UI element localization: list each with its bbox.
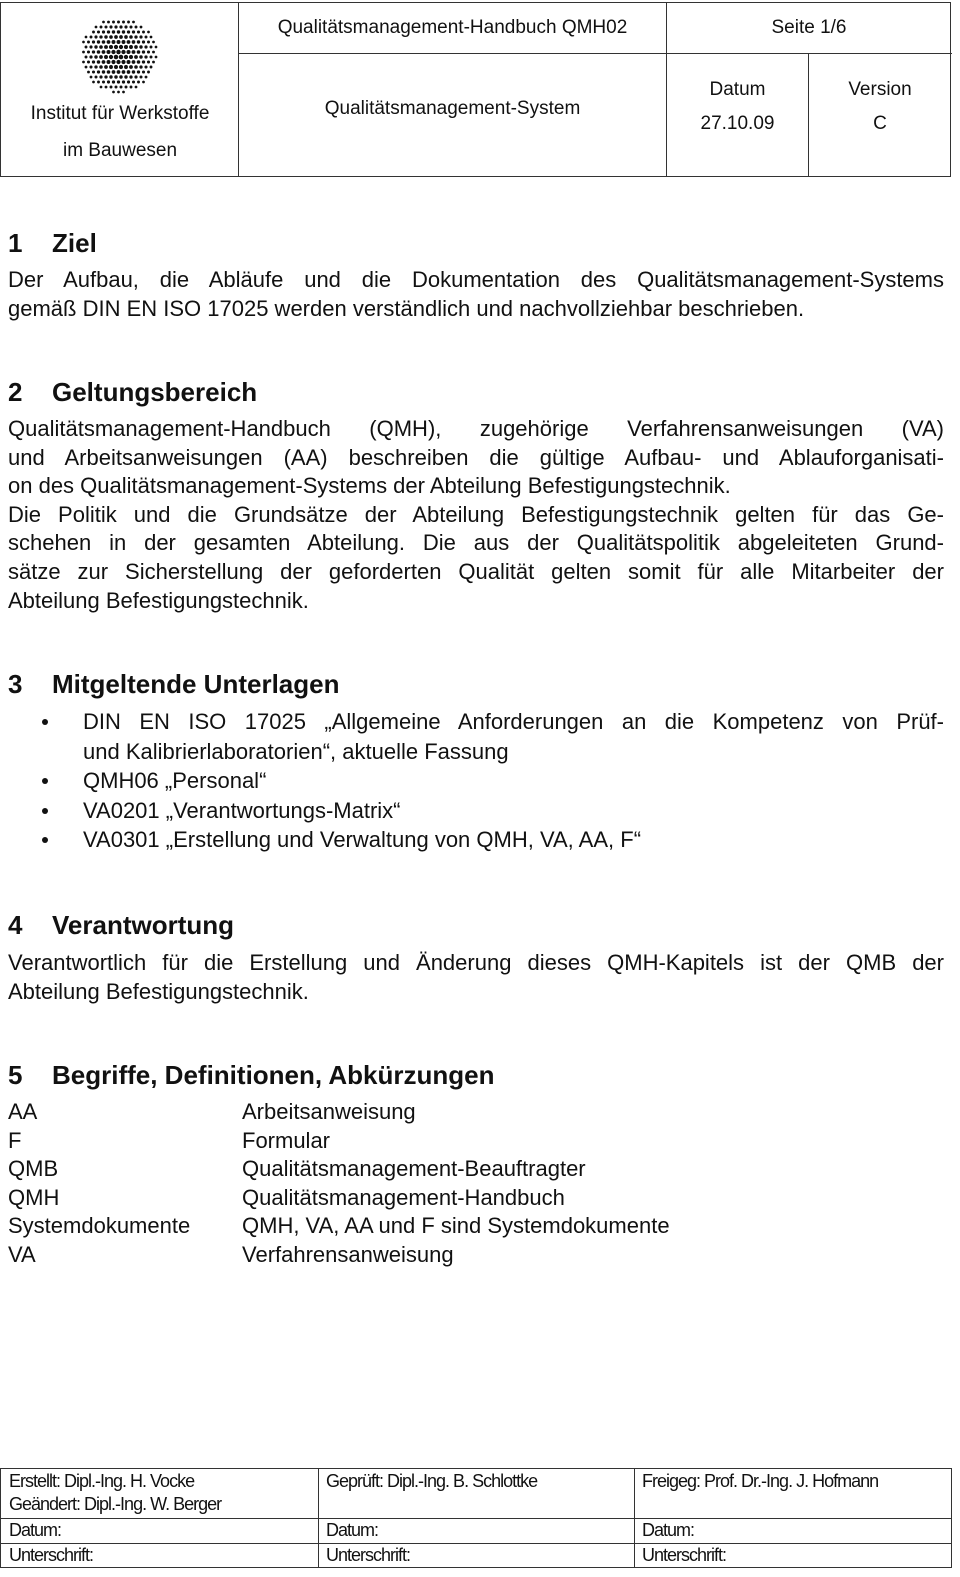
logo-dot [117, 91, 120, 94]
date-field-checked: Datum: [326, 1520, 379, 1540]
handbook-title: Qualitätsmanagement-Handbuch QMH02 [238, 3, 666, 53]
logo-dot [152, 51, 155, 54]
logo-dot [142, 60, 145, 63]
logo-dot [107, 70, 111, 74]
logo-dot [155, 56, 158, 59]
logo-dot [111, 60, 115, 64]
logo-dot [92, 60, 95, 63]
item-line: DIN EN ISO 17025 „Allgemeine Anforderungen an die Kompetenz von Prüf- [83, 709, 944, 734]
text-line: Die Politik und die Grundsätze der Abteilung Befestigungstechnik gelten für das Ge- [8, 501, 944, 527]
logo-dot [140, 26, 143, 29]
logo-dot [99, 75, 102, 78]
logo-dot [97, 30, 100, 33]
logo-dot [85, 46, 88, 49]
logo-dot [124, 65, 128, 69]
reference-list [40, 707, 944, 855]
logo-dot [120, 86, 123, 89]
list-item [40, 707, 944, 766]
logo-dot [92, 50, 95, 53]
logo-dot [87, 50, 90, 53]
logo-dot [117, 21, 120, 24]
logo-dot [116, 50, 120, 54]
logo-dot [112, 40, 116, 44]
logo-dot [144, 45, 147, 48]
logo-dot [119, 35, 123, 39]
date-field-released: Datum: [642, 1520, 695, 1540]
logo-dot [85, 56, 88, 59]
logo-dot [137, 60, 141, 64]
logo-dot [129, 35, 133, 39]
logo-dot [102, 50, 106, 54]
logo-dot [102, 21, 105, 24]
logo-dot [92, 81, 95, 84]
date-label: Datum [709, 79, 766, 100]
logo-dot [134, 55, 138, 59]
bullet-icon [42, 719, 48, 725]
logo-dot [150, 56, 153, 59]
logo-dot [110, 86, 113, 89]
logo-dot [147, 31, 150, 34]
logo-dot [122, 70, 126, 74]
logo-dot [121, 60, 125, 64]
logo-dot [117, 40, 121, 44]
logo-dot [132, 60, 136, 64]
logo-dot [109, 55, 113, 59]
university-logo [79, 15, 159, 95]
logo-dot [100, 26, 103, 29]
logo-dot [135, 86, 138, 89]
logo-dot [130, 86, 133, 89]
text-line: schehen in der gesamten Abteilung. Die aus der Qualitätspolitik abgeleiteten Grund- [8, 530, 944, 556]
logo-dot [114, 75, 117, 78]
logo-dot [127, 30, 130, 33]
definition: Formular [242, 1127, 331, 1153]
logo-dot [92, 31, 95, 34]
logo-dot [142, 40, 145, 43]
definition: Arbeitsanweisung [242, 1099, 416, 1124]
logo-dot [132, 21, 135, 24]
text-line: Der Aufbau, die Abläufe und die Dokumentation des Qualitätsmanagement-Systems [8, 267, 944, 292]
created-cell [1, 1470, 221, 1516]
section-2-text [8, 415, 944, 615]
logo-dot [89, 55, 92, 58]
signature-field-created: Unterschrift: [9, 1545, 94, 1565]
section-title: Verantwortung [52, 910, 235, 940]
logo-dot [121, 50, 125, 54]
logo-dot [119, 65, 123, 69]
logo-dot [89, 45, 92, 48]
logo-dot [104, 75, 107, 78]
logo-dot [104, 55, 108, 59]
logo-dot [90, 76, 93, 79]
item-line: und Kalibrierlaboratorien“, aktuelle Fassung [83, 738, 509, 764]
logo-dot [150, 66, 153, 69]
logo-dot [94, 45, 97, 48]
logo-dot [122, 80, 125, 83]
logo-dot [134, 45, 138, 49]
definition: Qualitätsmanagement-Beauftragter [242, 1156, 586, 1182]
term: VA [8, 1241, 36, 1267]
logo-dot [142, 31, 145, 34]
date-value: 27.10.09 [700, 113, 775, 134]
logo-dot [82, 41, 85, 44]
logo-dot [107, 21, 110, 24]
logo-dot [147, 41, 150, 44]
released-by: Freigeg: Prof. Dr.-Ing. J. Hofmann [642, 1471, 879, 1491]
definition: Verfahrensanweisung [242, 1241, 454, 1267]
logo-dot [112, 30, 115, 33]
logo-dot [150, 46, 153, 49]
institute-name-line2: im Bauwesen [62, 140, 178, 161]
logo-dot [117, 80, 120, 83]
logo-dot [129, 55, 133, 59]
logo-dot [119, 55, 123, 59]
section-title: Geltungsbereich [52, 377, 258, 407]
logo-dot [152, 41, 155, 44]
definition-row [8, 1184, 670, 1213]
section-heading-2 [8, 377, 257, 408]
logo-dot [97, 81, 100, 84]
section-1-text [8, 266, 944, 323]
version-value: C [873, 113, 887, 134]
logo-dot [114, 35, 118, 39]
text-line: Abteilung Befestigungstechnik. [8, 978, 309, 1004]
approval-footer [0, 1468, 952, 1568]
text-line: on des Qualitätsmanagement-Systems der Abteilung Befestigungstechnik. [8, 473, 731, 499]
bullet-icon [42, 778, 48, 784]
logo-dot [87, 71, 90, 74]
term: AA [8, 1099, 38, 1124]
logo-dot [99, 45, 103, 49]
definition: QMH, VA, AA und F sind Systemdokumente [242, 1213, 670, 1239]
logo-dot [99, 35, 102, 38]
text-line: Verantwortlich für die Erstellung und Änderung dieses QMH-Kapitels ist der QMB der [8, 950, 944, 975]
text-line: Qualitätsmanagement-Handbuch (QMH), zugehörige Verfahrensanweisungen (VA) [8, 416, 944, 441]
logo-dot [92, 40, 95, 43]
list-item [40, 766, 944, 796]
term: QMB [8, 1156, 59, 1182]
logo-dot [155, 46, 158, 49]
logo-dot [134, 35, 137, 38]
logo-dot [112, 80, 115, 83]
definitions-list [8, 1098, 670, 1270]
logo-dot [139, 55, 142, 58]
logo-dot [102, 80, 105, 83]
logo-dot [132, 40, 136, 44]
logo-dot [125, 86, 128, 89]
logo-dot [87, 41, 90, 44]
page-number: Seite 1/6 [666, 3, 951, 53]
logo-dot [142, 50, 145, 53]
definition-row [8, 1155, 670, 1184]
logo-dot [85, 36, 88, 39]
logo-dot [107, 40, 111, 44]
version-cell [808, 53, 951, 177]
definition-row [8, 1212, 670, 1241]
logo-dot [97, 70, 100, 73]
term: QMH [8, 1184, 60, 1210]
logo-dot [102, 60, 106, 64]
definition: Qualitätsmanagement-Handbuch [242, 1184, 565, 1210]
logo-dot [119, 75, 122, 78]
logo-dot [114, 55, 118, 59]
logo-dot [122, 40, 126, 44]
logo-dot [145, 76, 148, 79]
logo-dot [105, 86, 108, 89]
section-number: 3 [8, 669, 23, 699]
logo-dot [94, 35, 97, 38]
logo-dot [124, 25, 127, 28]
logo-dot [139, 75, 142, 78]
logo-dot [147, 60, 150, 63]
logo-dot [132, 70, 135, 73]
logo-dot [85, 66, 88, 69]
logo-dot [87, 60, 90, 63]
section-number: 2 [8, 377, 23, 407]
logo-dot [109, 75, 112, 78]
logo-dot [82, 51, 85, 54]
logo-dot [124, 35, 128, 39]
logo-dot [97, 40, 100, 43]
logo-dot [132, 80, 135, 83]
section-heading-3 [8, 669, 339, 700]
item-line: VA0201 „Verantwortungs-Matrix“ [83, 797, 401, 823]
section-number: 5 [8, 1060, 23, 1090]
logo-dot [109, 45, 113, 49]
logo-dot [112, 70, 116, 74]
logo-dot [150, 36, 153, 39]
logo-dot [137, 70, 140, 73]
logo-dot [109, 25, 112, 28]
logo-dot [111, 50, 115, 54]
logo-dot [127, 70, 131, 74]
logo-dot [124, 55, 128, 59]
section-number: 4 [8, 910, 23, 940]
logo-dot [114, 65, 118, 69]
logo-dot [132, 30, 135, 33]
logo-dot [92, 70, 95, 73]
logo-dot [127, 40, 131, 44]
logo-dot [94, 65, 97, 68]
logo-dot [114, 45, 118, 49]
logo-dot [137, 81, 140, 84]
logo-dot [104, 65, 108, 69]
logo-dot [100, 86, 103, 89]
logo-dot [107, 30, 110, 33]
logo-dot [126, 50, 130, 54]
logo-dot [122, 30, 125, 33]
section-title: Ziel [52, 228, 97, 258]
logo-dot [109, 65, 113, 69]
logo-dot [106, 50, 110, 54]
logo-dot [129, 65, 133, 69]
section-heading-5 [8, 1060, 494, 1091]
text-line: Abteilung Befestigungstechnik. [8, 587, 309, 613]
logo-dot [135, 26, 138, 29]
logo-dot [109, 35, 113, 39]
text-line: und Arbeitsanweisungen (AA) beschreiben die gültige Aufbau- und Ablauforganisati- [8, 444, 944, 470]
bullet-icon [42, 837, 48, 843]
logo-dot [127, 21, 130, 24]
logo-dot [116, 60, 120, 64]
logo-dot [142, 81, 145, 84]
term: F [8, 1127, 22, 1153]
subject-title: Qualitätsmanagement-System [238, 53, 666, 177]
section-title: Mitgeltende Unterlagen [52, 669, 340, 699]
logo-dot [107, 60, 111, 64]
bullet-icon [42, 808, 48, 814]
logo-dot [124, 75, 127, 78]
definition-row [8, 1241, 670, 1270]
logo-dot [82, 61, 85, 64]
text-line: gemäß DIN EN ISO 17025 werden verständlich und nachvollziehbar beschrieben. [8, 295, 805, 321]
logo-dot [99, 65, 103, 69]
institute-name-line1: Institut für Werkstoffe [30, 103, 210, 124]
logo-dot [102, 40, 106, 44]
logo-dot [122, 21, 125, 24]
logo-dot [102, 30, 105, 33]
logo-dot [127, 80, 130, 83]
logo-dot [139, 35, 142, 38]
changed-by: Geändert: Dipl.-Ing. W. Berger [9, 1494, 222, 1514]
created-by: Erstellt: Dipl.-Ing. H. Vocke [9, 1471, 195, 1491]
item-line: QMH06 „Personal“ [83, 768, 267, 793]
logo-dot [126, 60, 130, 64]
logo-dot [89, 65, 92, 68]
logo-dot [137, 30, 140, 33]
date-cell [666, 53, 808, 177]
signature-field-released: Unterschrift: [642, 1545, 727, 1565]
item-line: VA0301 „Erstellung und Verwaltung von QMH, VA, AA, F“ [83, 827, 642, 852]
logo-dot [97, 60, 101, 64]
definition-row [8, 1127, 670, 1156]
logo-dot [145, 36, 148, 39]
logo-dot [112, 21, 115, 24]
logo-dot [99, 55, 103, 59]
version-label: Version [848, 79, 912, 100]
logo-dot [142, 70, 145, 73]
logo-dot [144, 65, 147, 68]
logo-dot [134, 65, 138, 69]
logo-dot [117, 30, 120, 33]
logo-dot [107, 80, 110, 83]
logo-dot [139, 45, 142, 48]
section-heading-4 [8, 910, 234, 941]
section-4-text [8, 949, 944, 1006]
logo-dot [137, 40, 140, 43]
logo-dot [147, 50, 150, 53]
logo-dot [95, 26, 98, 29]
logo-dot [132, 50, 136, 54]
section-heading-1 [8, 228, 97, 259]
logo-dot [104, 35, 107, 38]
logo-dot [139, 65, 142, 68]
signature-field-checked: Unterschrift: [326, 1545, 411, 1565]
logo-dot [147, 71, 150, 74]
logo-dot [117, 70, 121, 74]
logo-dot [122, 91, 125, 94]
text-line: sätze zur Sicherstellung der geforderten Qualität gelten somit für alle Mitarbeiter der [8, 558, 944, 584]
logo-dot [119, 45, 123, 49]
section-number: 1 [8, 228, 23, 258]
logo-dot [97, 50, 101, 54]
logo-dot [90, 36, 93, 39]
checked-by: Geprüft: Dipl.-Ing. B. Schlottke [326, 1471, 538, 1491]
list-item [40, 825, 944, 855]
logo-dot [119, 25, 122, 28]
logo-dot [114, 25, 117, 28]
logo-dot [129, 45, 133, 49]
logo-dot [144, 55, 147, 58]
definition-row [8, 1098, 670, 1127]
logo-dot [134, 75, 137, 78]
logo-dot [104, 25, 107, 28]
logo-dot [94, 55, 97, 58]
logo-dot [129, 25, 132, 28]
logo-dot [137, 50, 141, 54]
logo-dot [129, 75, 132, 78]
list-item [40, 796, 944, 826]
logo-dot [104, 45, 108, 49]
logo-dot [112, 91, 115, 94]
logo-dot [152, 61, 155, 64]
logo-dot [115, 86, 118, 89]
document-header [0, 2, 951, 177]
date-field-created: Datum: [9, 1520, 62, 1540]
logo-dot [124, 45, 128, 49]
section-title: Begriffe, Definitionen, Abkürzungen [52, 1060, 495, 1090]
term: Systemdokumente [8, 1213, 191, 1239]
logo-dot [94, 75, 97, 78]
logo-dot [102, 70, 105, 73]
